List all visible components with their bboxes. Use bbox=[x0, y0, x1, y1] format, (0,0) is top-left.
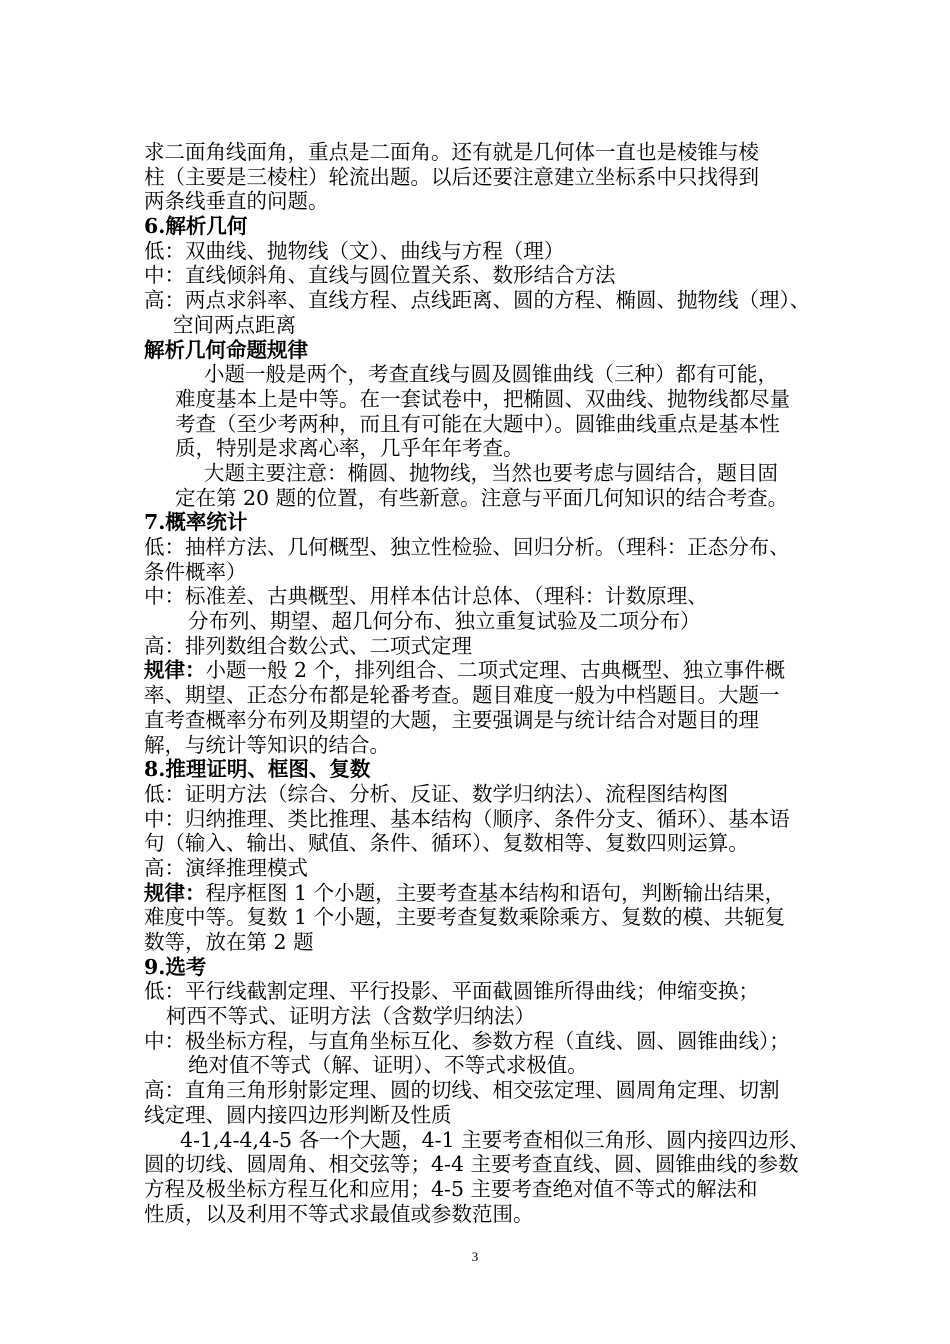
s7-rule-line-2: 率、期望、正态分布都是轮番考查。题目难度一般为中档题目。大题一 bbox=[144, 683, 780, 708]
s6-p1-line-1: 小题一般是两个，考查直线与圆及圆锥曲线（三种）都有可能， bbox=[204, 362, 778, 387]
s6-high-1: 高：两点求斜率、直线方程、点线距离、圆的方程、椭圆、抛物线（理）、 bbox=[144, 288, 811, 313]
s9-mid-2: 绝对值不等式（解、证明）、不等式求极值。 bbox=[188, 1053, 588, 1078]
intro-line-1: 求二面角线面角，重点是二面角。还有就是几何体一直也是棱锥与棱 bbox=[144, 140, 759, 164]
s8-rule-line-1 bbox=[144, 881, 814, 906]
s8-mid-2: 句（输入、输出、赋值、条件、循环）、复数相等、复数四则运算。 bbox=[144, 831, 749, 856]
section-7-heading: 7.概率统计 bbox=[144, 510, 248, 535]
s7-low-2: 条件概率） bbox=[144, 559, 247, 584]
s8-mid-1: 中：归纳推理、类比推理、基本结构（顺序、条件分支、循环）、基本语 bbox=[144, 806, 790, 831]
s7-rule-label: 规律： bbox=[144, 658, 206, 683]
s8-rule-line-3: 数等，放在第 2 题 bbox=[144, 930, 314, 954]
s9-low-2: 柯西不等式、证明方法（含数学归纳法） bbox=[166, 1004, 535, 1029]
section-8-heading: 8.推理证明、框图、复数 bbox=[144, 757, 371, 782]
section-9-heading: 9.选考 bbox=[144, 954, 207, 979]
s6-p1-line-2: 难度基本上是中等。在一套试卷中，把椭圆、双曲线、抛物线都尽量 bbox=[175, 386, 790, 411]
s6-p1-line-4: 质，特别是求离心率，几乎年年考查。 bbox=[175, 436, 524, 461]
s7-low-1: 低：抽样方法、几何概型、独立性检验、回归分析。（理科：正态分布、 bbox=[144, 535, 790, 559]
intro-line-3: 两条线垂直的问题。 bbox=[144, 189, 329, 214]
s8-low: 低：证明方法（综合、分析、反证、数学归纳法）、流程图结构图 bbox=[144, 781, 729, 806]
s8-rule-text: 程序框图 1 个小题，主要考查基本结构和语句，判断输出结果， bbox=[205, 880, 786, 905]
s9-high-2: 线定理、圆内接四边形判断及性质 bbox=[144, 1102, 452, 1127]
s8-rule-line-2: 难度中等。复数 1 个小题，主要考查复数乘除乘方、复数的模、共轭复 bbox=[144, 905, 786, 930]
s9-p-line-2: 圆的切线、圆周角、相交弦等；4-4 主要考查直线、圆、圆锥曲线的参数 bbox=[144, 1152, 799, 1177]
s7-rule-line-1 bbox=[144, 658, 814, 683]
page-number: 3 bbox=[471, 1249, 479, 1264]
s6-mid: 中：直线倾斜角、直线与圆位置关系、数形结合方法 bbox=[144, 263, 616, 288]
intro-line-2: 柱（主要是三棱柱）轮流出题。以后还要注意建立坐标系中只找得到 bbox=[144, 164, 759, 189]
s9-p-line-3: 方程及极坐标方程互化和应用；4-5 主要考查绝对值不等式的解法和 bbox=[144, 1176, 758, 1201]
s9-p-line-4: 性质，以及利用不等式求最值或参数范围。 bbox=[144, 1201, 534, 1226]
s9-p-line-1: 4-1,4-4,4-5 各一个大题，4-1 主要考查相似三角形、圆内接四边形、 bbox=[180, 1127, 810, 1152]
s6-p2-line-2: 定在第 20 题的位置，有些新意。注意与平面几何知识的结合考查。 bbox=[175, 485, 789, 510]
s9-low-1: 低：平行线截割定理、平行投影、平面截圆锥所得曲线；伸缩变换； bbox=[144, 979, 759, 1004]
s7-mid-1: 中：标准差、古典概型、用样本估计总体、（理科：计数原理、 bbox=[144, 584, 708, 609]
s6-rule-heading: 解析几何命题规律 bbox=[144, 337, 308, 362]
s7-high: 高：排列数组合数公式、二项式定理 bbox=[144, 633, 472, 658]
s7-mid-2: 分布列、期望、超几何分布、独立重复试验及二项分布） bbox=[188, 609, 701, 634]
s8-high: 高：演绎推理模式 bbox=[144, 855, 308, 880]
s9-mid-1: 中：极坐标方程，与直角坐标互化、参数方程（直线、圆、圆锥曲线）； bbox=[144, 1028, 790, 1053]
s7-rule-text: 小题一般 2 个，排列组合、二项式定理、古典概型、独立事件概 bbox=[205, 658, 786, 683]
s8-rule-label: 规律： bbox=[144, 880, 206, 905]
s7-rule-line-3: 直考查概率分布列及期望的大题，主要强调是与统计结合对题目的理 bbox=[144, 707, 759, 732]
s6-p2-line-1: 大题主要注意：椭圆、抛物线，当然也要考虑与圆结合，题目固 bbox=[204, 460, 778, 485]
document-page bbox=[144, 140, 814, 1226]
s6-low: 低：双曲线、抛物线（文）、曲线与方程（理） bbox=[144, 238, 565, 263]
s9-high-1: 高：直角三角形射影定理、圆的切线、相交弦定理、圆周角定理、切割 bbox=[144, 1078, 780, 1103]
s6-high-2: 空间两点距离 bbox=[173, 312, 296, 337]
s6-p1-line-3: 考查（至少考两种，而且有可能在大题中）。圆锥曲线重点是基本性 bbox=[175, 411, 780, 436]
s7-rule-line-4: 解，与统计等知识的结合。 bbox=[144, 732, 390, 757]
section-6-heading: 6.解析几何 bbox=[144, 214, 248, 239]
